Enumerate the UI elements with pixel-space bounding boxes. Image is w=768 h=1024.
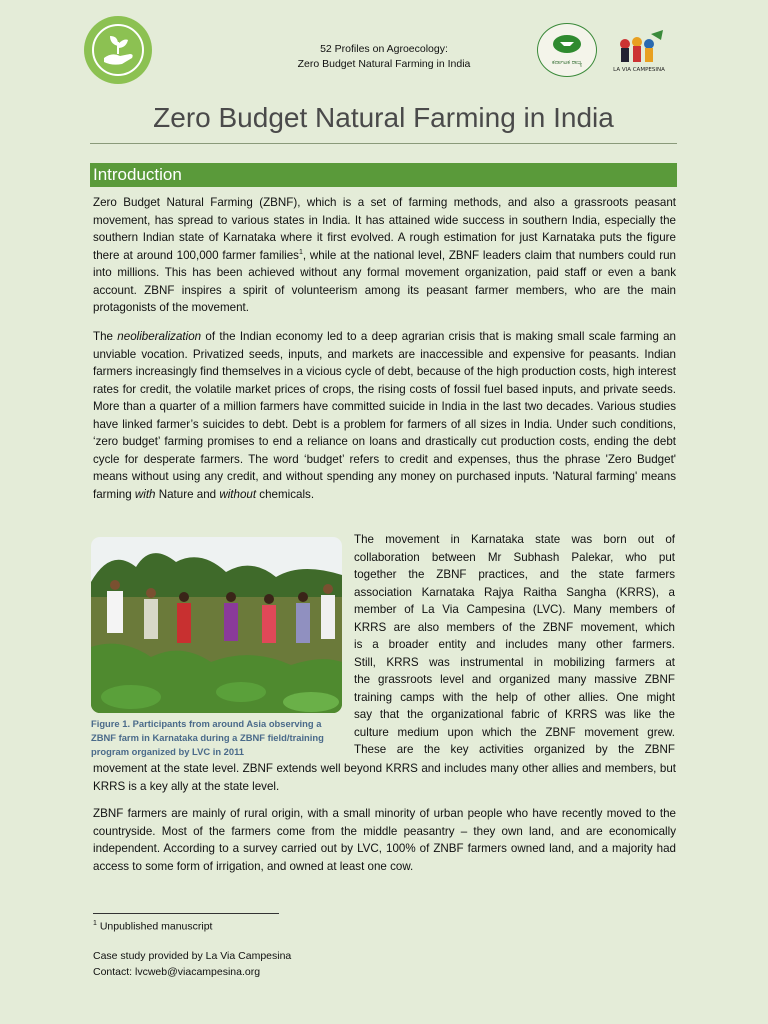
series-line-2: Zero Budget Natural Farming in India [297,58,471,70]
series-header [250,42,518,72]
lvc-logo-text: LA VIA CAMPESINA [613,67,665,73]
contact-line: Contact: lvcweb@viacampesina.org [93,966,261,978]
para3-line: Still, KRRS was instrumental in mobilizing farmers at [354,655,675,669]
para3-line: These are the key activities organized by the ZBNF [354,743,675,756]
intro-paragraph-2: The neoliberalization of the Indian economy led to a deep agrarian crisis that is making small scale farming an unviable vocation. Privatized seeds, inputs, and markets are inaccessible and expensive for peasants. Indian farmers increasingly find themselves in a vicious cycle of debt, because of the high production costs, high interest rates for credit, the volatile market prices of crops, the rising costs of fossil fuel based inputs, and private seeds. More than a quarter of a million farmers have committed suicide in India in the last two decades. Various studies have linked farmer’s suicides to debt. Debt is a problem for farmers of all sizes in India. Under such conditions, ‘zero budget’ farming promises to end a reliance on loans and drastically cut production costs, ending the debt cycle for desperate farmers. The word ‘budget’ refers to credit and expenses, thus the phrase 'Zero Budget' means without using any credit, and without spending any money on purchased inputs. 'Natural farming' means farming with Nature and without chemicals. [93,330,676,501]
seedling-hand-icon [90,22,146,78]
case-study-credit: Case study provided by La Via Campesina [93,950,292,962]
krrs-logo [537,23,597,77]
footnote-divider [93,913,279,914]
para3-line: the grassroots level and organized many massive ZBNF [354,673,675,686]
la-via-campesina-logo [607,22,671,74]
agroecology-logo [84,16,152,84]
page-title: Zero Budget Natural Farming in India [153,102,614,133]
para3-line: collaboration between Mr Subhash Palekar, who put [354,550,675,564]
para3-line: together the ZBNF practices, and the state farmers [354,568,675,581]
series-line-1: 52 Profiles on Agroecology: [320,43,448,55]
krrs-logo-text: ಕರ್ನಾಟಕ ರಾಜ್ಯ [552,59,582,66]
intro-paragraph-4: ZBNF farmers are mainly of rural origin, with a small minority of urban people who have recently moved to the countryside. Most of the farmers come from the middle peasantry – they own land, and are economically independent. According to a survey carried out by LVC, 100% of ZNBF farmers owned land, and a majority had access to some form of irrigation, and owned at least one cow. [93,807,676,873]
footnote: $^1$ Unpublished manuscript [93,920,213,933]
intro-paragraph-1: Zero Budget Natural Farming (ZBNF), which is a set of farming methods, and also a grassroots peasant movement, has spread to various states in India. It has attained wide success in southern India, especially the southern Indian state of Karnataka where it first evolved. A rough estimation for just Karnataka puts the figure there at around 100,000 farmer families$^1$, while at the national level, ZBNF leaders claim that numbers could run into millions. This has been achieved without any formal movement organization, paid staff or even a bank account. ZBNF inspires a spirit of volunteerism among its peasant farmer members, who are the main protagonists of the movement. [93,196,676,314]
para3-continuation: movement at the state level. ZBNF extends well beyond KRRS and includes many other allies and members, but KRRS is a key ally at the state level. [93,762,676,793]
para3-line: training camps with the help of other allies. One might [354,690,675,704]
para3-line: The movement in Karnataka state was born out of [354,533,675,546]
para3-line: culture medium upon which the ZBNF movement grew. [354,725,675,739]
footnote-ref: 1 [298,248,303,256]
title-divider [90,143,677,144]
figure-caption: Figure 1. Participants from around Asia observing a ZBNF farm in Karnataka during a ZBNF field/training program organized by LVC in 2011 [91,718,324,757]
para3-line: association Karnataka Rajya Raitha Sangha (KRRS), a [354,585,675,599]
para3-line: say that the organizational fabric of KRRS was like the [354,708,675,721]
para3-line: KRRS are also members of the ZBNF movement, which [354,620,675,634]
para3-line: is a broader entity and includes many other farmers. [354,638,675,651]
para3-line: member of La Via Campesina (LVC). Many members of [354,603,675,616]
section-heading: Introduction [90,163,677,187]
figure-photo [91,537,342,713]
